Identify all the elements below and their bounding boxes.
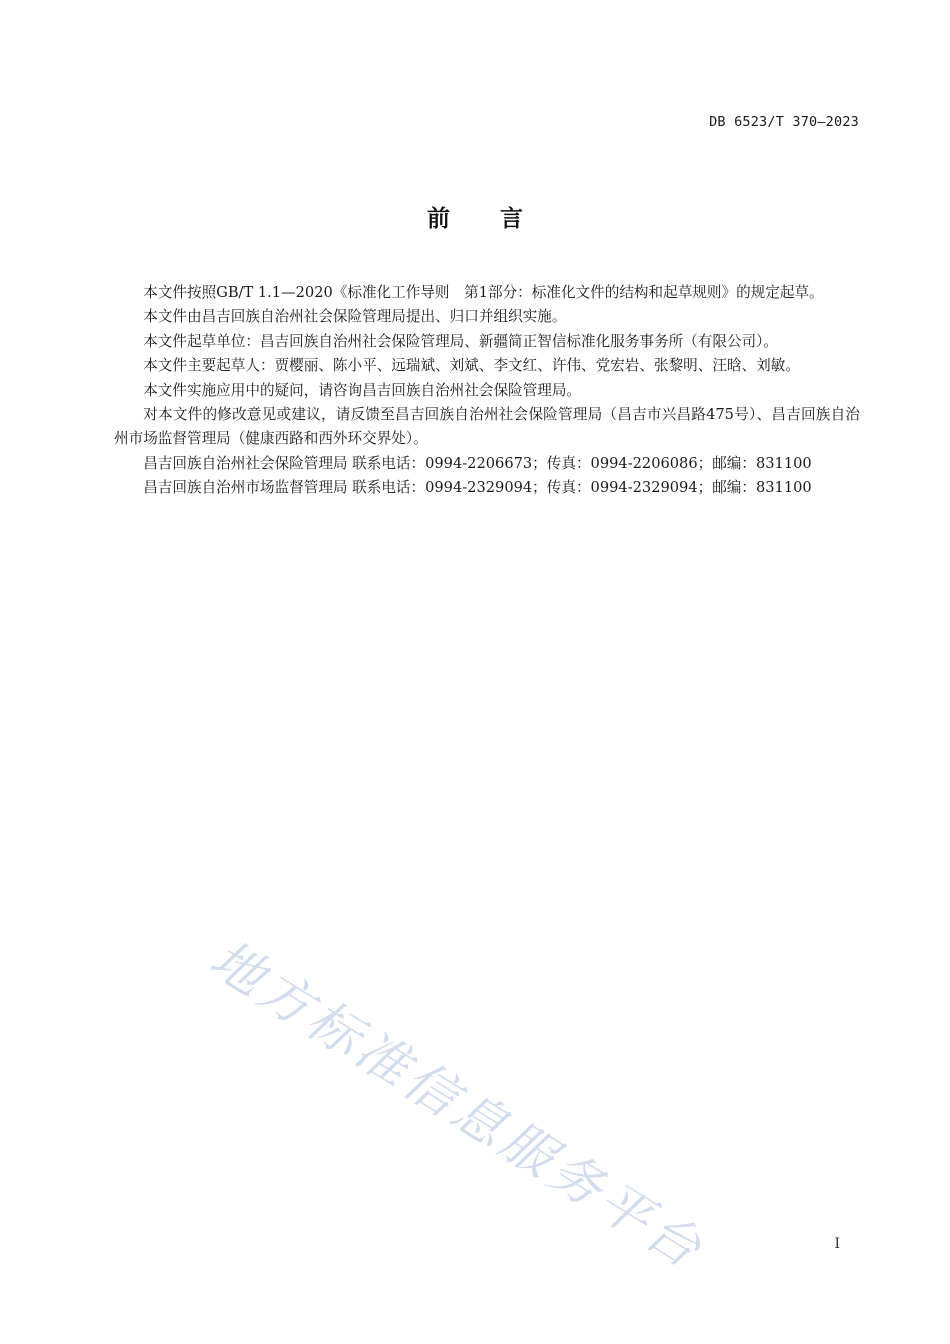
- paragraph-inquiries: 本文件实施应用中的疑问，请咨询昌吉回族自治州社会保险管理局。: [143, 381, 582, 399]
- paragraph-feedback: 对本文件的修改意见或建议，请反馈至昌吉回族自治州社会保险管理局（昌吉市兴昌路475号）、昌吉回族自治州市场监督管理局（健康西路和西外环交界处）。: [114, 406, 860, 448]
- paragraph-drafting-rules: 本文件按照GB/T 1.1—2020《标准化工作导则 第1部分：标准化文件的结构和起草规则》的规定起草。: [143, 284, 824, 301]
- paragraph-contact-insurance: 昌吉回族自治州社会保险管理局 联系电话：0994-2206673；传真：0994-2206086；邮编：831100: [143, 454, 812, 472]
- foreword-body: [114, 281, 860, 501]
- paragraph-contact-market: 昌吉回族自治州市场监督管理局 联系电话：0994-2329094；传真：0994-2329094；邮编：831100: [143, 479, 812, 497]
- document-code: DB 6523/T 370—2023: [709, 114, 859, 130]
- paragraph-drafters: 本文件主要起草人：贾樱丽、陈小平、远瑞斌、刘斌、李文红、许伟、党宏岩、张黎明、汪晗、刘敏。: [143, 357, 800, 375]
- paragraph-drafting-units: 本文件起草单位：昌吉回族自治州社会保险管理局、新疆简正智信标准化服务事务所（有限公司）。: [143, 332, 779, 350]
- page-number: I: [834, 1236, 840, 1252]
- watermark: 地方标准信息服务平台: [199, 929, 715, 1282]
- paragraph-proposer: 本文件由昌吉回族自治州社会保险管理局提出、归口并组织实施。: [143, 308, 567, 326]
- page-title: 前言: [427, 206, 573, 232]
